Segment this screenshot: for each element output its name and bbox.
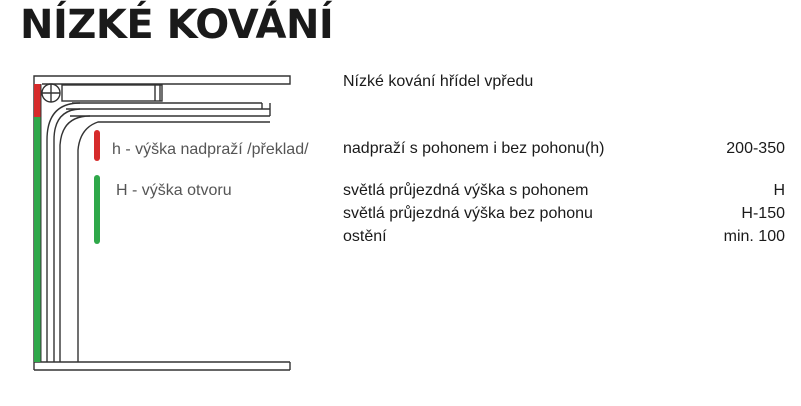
torsion-shaft-icon: [42, 84, 162, 102]
spec-row: [343, 228, 785, 250]
spec-value: 200-350: [726, 140, 785, 157]
info-heading: Nízké kování hřídel vpředu: [343, 73, 534, 90]
page-title: NÍZKÉ KOVÁNÍ: [20, 2, 334, 48]
lintel-height-label: h - výška nadpraží /překlad/: [112, 141, 309, 158]
spec-label: světlá průjezdná výška s pohonem: [343, 182, 589, 199]
lintel-marker: [34, 84, 41, 117]
spec-row: [343, 140, 785, 162]
opening-height-marker: [94, 175, 100, 244]
jamb-marker: [34, 117, 41, 362]
spec-label: světlá průjezdná výška bez pohonu: [343, 205, 593, 222]
opening-height-label: H - výška otvoru: [116, 182, 232, 199]
spec-value: H-150: [741, 205, 785, 222]
spec-value: min. 100: [723, 228, 785, 245]
spec-label: ostění: [343, 228, 387, 245]
spec-row: [343, 205, 785, 227]
horizontal-track: [66, 103, 270, 116]
spec-label: nadpraží s pohonem i bez pohonu(h): [343, 140, 605, 157]
lintel-height-marker: [94, 130, 100, 161]
spec-row: [343, 182, 785, 204]
spec-value: H: [773, 182, 785, 199]
